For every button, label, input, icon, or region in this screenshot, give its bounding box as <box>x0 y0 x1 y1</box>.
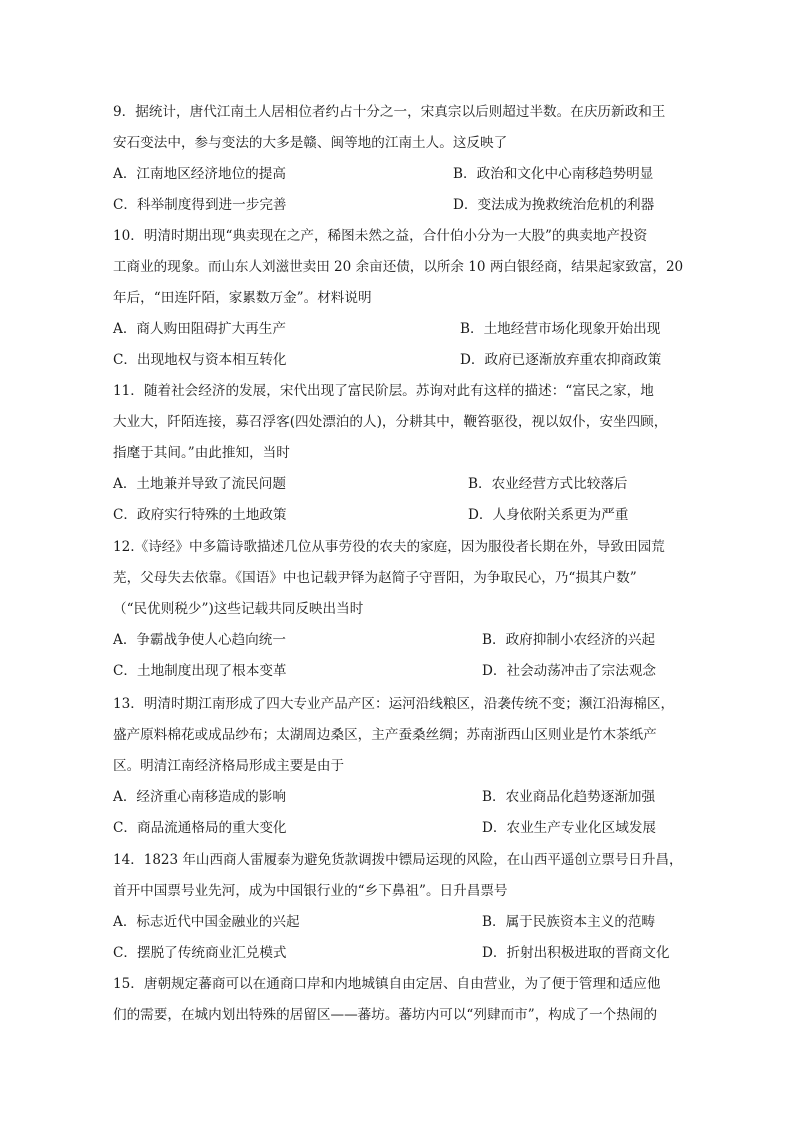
stem-line: 9．据统计，唐代江南土人居相位者约占十分之一，宋真宗以后则超过半数。在庆历新政和王 <box>113 104 666 120</box>
option-a: A．土地兼并导致了流民问题 <box>113 476 286 492</box>
stem-line: 年后，“田连阡陌，家累数万金”。材料说明 <box>113 290 372 306</box>
stem-line: 14．1823 年山西商人雷履泰为避免货款调拨中镖局运现的风险，在山西平遥创立票号日升昌， <box>113 852 683 868</box>
stem-line: 10．明清时期出现“典卖现在之产，稀图未然之益，合什伯小分为一大股”的典卖地产投资 <box>113 228 648 244</box>
question-stem <box>113 969 683 1031</box>
option-a: A．经济重心南移造成的影响 <box>113 789 286 805</box>
option-d: D．折射出积极进取的晋商文化 <box>482 945 670 961</box>
option-d: D．人身依附关系更为严重 <box>468 507 629 523</box>
stem-line: 盛产原料棉花或成品纱布；太湖周边桑区，主产蚕桑丝绸；苏南浙西山区则业是竹木茶纸产 <box>113 727 657 743</box>
question-stem <box>113 689 683 782</box>
option-a: A．商人购田阻碍扩大再生产 <box>113 321 286 337</box>
question-stem <box>113 532 683 625</box>
question-10 <box>113 221 683 376</box>
stem-line: 首开中国票号业先河，成为中国银行业的“乡下鼻祖”。日升昌票号 <box>113 883 508 899</box>
option-c: C．科举制度得到进一步完善 <box>113 197 287 213</box>
option-b: B．政治和文化中心南移趋势明显 <box>453 166 654 182</box>
question-15 <box>113 969 683 1031</box>
option-c: C．政府实行特殊的土地政策 <box>113 507 287 523</box>
option-c: C．摆脱了传统商业汇兑模式 <box>113 945 287 961</box>
stem-line: 安石变法中，参与变法的大多是赣、闽等地的江南土人。这反映了 <box>113 135 508 151</box>
option-a: A．江南地区经济地位的提高 <box>113 166 286 182</box>
option-d: D．政府已逐渐放弃重农抑商政策 <box>460 352 662 368</box>
option-b: B．农业商品化趋势逐渐加强 <box>482 789 656 805</box>
stem-line: 区。明清江南经济格局形成主要是由于 <box>113 758 345 774</box>
stem-line: 芜，父母失去依靠。《国语》中也记载尹铎为赵简子守晋阳，为争取民心，乃“损其户数” <box>113 570 637 586</box>
option-d: D．变法成为挽救统治危机的利器 <box>453 197 655 213</box>
stem-line: 指麾于其间。”由此推知，当时 <box>113 445 290 461</box>
question-stem <box>113 221 683 314</box>
question-14 <box>113 845 683 969</box>
option-b: B．土地经营市场化现象开始出现 <box>460 321 661 337</box>
question-stem <box>113 376 683 469</box>
option-a: A．标志近代中国金融业的兴起 <box>113 914 300 930</box>
option-a: A．争霸战争使人心趋向统一 <box>113 632 286 648</box>
option-c: C．土地制度出现了根本变革 <box>113 663 287 679</box>
option-d: D．农业生产专业化区域发展 <box>482 820 657 836</box>
stem-line: 13．明清时期江南形成了四大专业产品产区：运河沿线粮区，沿袭传统不变；濒江沿海棉区， <box>113 696 675 712</box>
stem-line: 大业大，阡陌连接，募召浮客(四处漂泊的人)，分耕其中，鞭笞驱役，视以奴仆，安坐四顾， <box>113 414 668 430</box>
stem-line: （“民优则税少”)这些记载共同反映出当时 <box>113 601 364 617</box>
option-b: B．农业经营方式比较落后 <box>468 476 628 492</box>
question-stem <box>113 97 683 159</box>
stem-line: 工商业的现象。而山东人刘滋世卖田 20 余亩还债，以所余 10 两白银经商，结果起家致富，20 <box>113 259 684 275</box>
stem-line: 12.《诗经》中多篇诗歌描述几位从事劳役的农夫的家庭，因为服役者长期在外，导致田园荒 <box>113 539 665 555</box>
question-stem <box>113 845 683 907</box>
question-11 <box>113 376 683 531</box>
option-c: C．出现地权与资本相互转化 <box>113 352 287 368</box>
option-b: B．属于民族资本主义的范畴 <box>482 914 656 930</box>
stem-line: 15．唐朝规定蕃商可以在通商口岸和内地城镇自由定居、自由营业，为了便于管理和适应他 <box>113 976 661 992</box>
question-12 <box>113 532 683 687</box>
option-c: C．商品流通格局的重大变化 <box>113 820 287 836</box>
question-9 <box>113 97 683 221</box>
option-d: D．社会动荡冲击了宗法观念 <box>482 663 657 679</box>
stem-line: 们的需要，在城内划出特殊的居留区——蕃坊。蕃坊内可以“列肆而市”，构成了一个热闹的 <box>113 1007 658 1023</box>
stem-line: 11．随着社会经济的发展，宋代出现了富民阶层。苏询对此有这样的描述：“富民之家，地 <box>113 383 654 399</box>
question-13 <box>113 689 683 844</box>
option-b: B．政府抑制小农经济的兴起 <box>482 632 656 648</box>
